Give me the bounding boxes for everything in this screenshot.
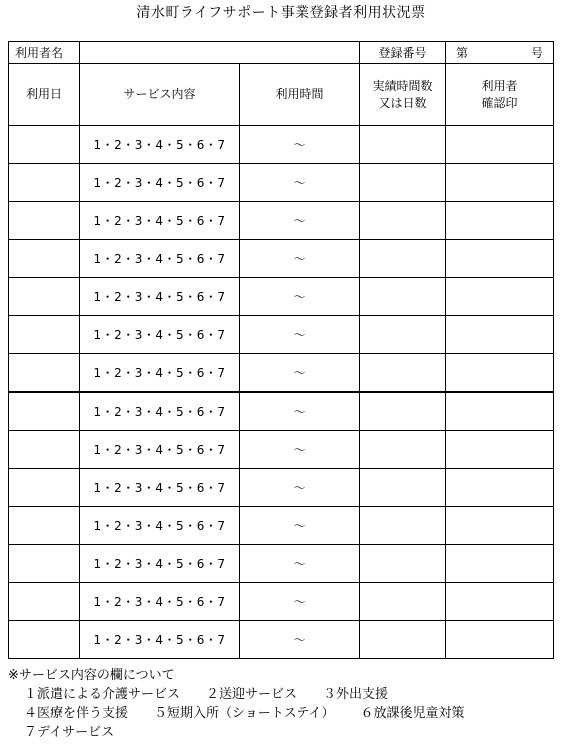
table-row <box>9 583 554 621</box>
actual-cell[interactable] <box>360 469 446 507</box>
user-name-label: 利用者名 <box>9 42 80 64</box>
service-cell[interactable]: 1・2・3・4・5・6・7 <box>80 583 240 621</box>
date-cell[interactable] <box>9 126 80 164</box>
actual-cell[interactable] <box>360 583 446 621</box>
actual-cell[interactable] <box>360 354 446 393</box>
actual-cell[interactable] <box>360 392 446 431</box>
time-cell[interactable]: ～ <box>240 621 360 659</box>
time-cell[interactable]: ～ <box>240 354 360 393</box>
user-name-row <box>9 42 554 64</box>
actual-cell[interactable] <box>360 164 446 202</box>
confirm-cell[interactable] <box>446 583 554 621</box>
service-cell[interactable]: 1・2・3・4・5・6・7 <box>80 431 240 469</box>
confirm-cell[interactable] <box>446 354 554 393</box>
service-cell[interactable]: 1・2・3・4・5・6・7 <box>80 164 240 202</box>
reg-number-suffix: 号 <box>530 46 543 60</box>
time-cell[interactable]: ～ <box>240 431 360 469</box>
notes-line-1 <box>8 685 558 704</box>
date-cell[interactable] <box>9 278 80 316</box>
service-cell[interactable]: 1・2・3・4・5・6・7 <box>80 621 240 659</box>
actual-cell[interactable] <box>360 126 446 164</box>
table-row <box>9 392 554 431</box>
actual-cell[interactable] <box>360 202 446 240</box>
confirm-cell[interactable] <box>446 621 554 659</box>
time-cell[interactable]: ～ <box>240 240 360 278</box>
service-cell[interactable]: 1・2・3・4・5・6・7 <box>80 316 240 354</box>
actual-cell[interactable] <box>360 240 446 278</box>
table-row <box>9 621 554 659</box>
confirm-cell[interactable] <box>446 202 554 240</box>
service-cell[interactable]: 1・2・3・4・5・6・7 <box>80 354 240 393</box>
table-row <box>9 164 554 202</box>
usage-table <box>8 41 554 659</box>
actual-cell[interactable] <box>360 545 446 583</box>
col-header-time: 利用時間 <box>240 64 360 126</box>
col-header-actual <box>360 64 446 126</box>
note-item: ６放課後児童対策 <box>360 706 465 721</box>
time-cell[interactable]: ～ <box>240 164 360 202</box>
col-header-actual-line1: 実績時間数 <box>372 78 433 93</box>
time-cell[interactable]: ～ <box>240 392 360 431</box>
note-item: ７デイサービス <box>24 725 115 740</box>
notes-line-3 <box>8 723 558 742</box>
confirm-cell[interactable] <box>446 392 554 431</box>
note-item: ４医療を伴う支援 <box>24 706 129 721</box>
confirm-cell[interactable] <box>446 431 554 469</box>
time-cell[interactable]: ～ <box>240 316 360 354</box>
table-row <box>9 240 554 278</box>
actual-cell[interactable] <box>360 431 446 469</box>
reg-number-field[interactable] <box>446 42 554 64</box>
table-row <box>9 202 554 240</box>
time-cell[interactable]: ～ <box>240 469 360 507</box>
user-name-field[interactable] <box>80 42 360 64</box>
date-cell[interactable] <box>9 316 80 354</box>
service-cell[interactable]: 1・2・3・4・5・6・7 <box>80 126 240 164</box>
time-cell[interactable]: ～ <box>240 126 360 164</box>
table-row <box>9 354 554 393</box>
col-header-date: 利用日 <box>9 64 80 126</box>
table-row <box>9 431 554 469</box>
service-cell[interactable]: 1・2・3・4・5・6・7 <box>80 545 240 583</box>
confirm-cell[interactable] <box>446 240 554 278</box>
form-title: 清水町ライフサポート事業登録者利用状況票 <box>136 5 426 21</box>
service-cell[interactable]: 1・2・3・4・5・6・7 <box>80 202 240 240</box>
date-cell[interactable] <box>9 240 80 278</box>
table-row <box>9 126 554 164</box>
date-cell[interactable] <box>9 507 80 545</box>
time-cell[interactable]: ～ <box>240 545 360 583</box>
actual-cell[interactable] <box>360 621 446 659</box>
col-header-confirm-line1: 利用者 <box>481 78 518 93</box>
table-row <box>9 316 554 354</box>
time-cell[interactable]: ～ <box>240 583 360 621</box>
table-row <box>9 278 554 316</box>
confirm-cell[interactable] <box>446 316 554 354</box>
notes-line-2 <box>8 704 558 723</box>
date-cell[interactable] <box>9 583 80 621</box>
confirm-cell[interactable] <box>446 278 554 316</box>
col-header-service: サービス内容 <box>80 64 240 126</box>
confirm-cell[interactable] <box>446 545 554 583</box>
date-cell[interactable] <box>9 469 80 507</box>
date-cell[interactable] <box>9 621 80 659</box>
date-cell[interactable] <box>9 545 80 583</box>
note-item: ３外出支援 <box>323 687 389 702</box>
service-cell[interactable]: 1・2・3・4・5・6・7 <box>80 392 240 431</box>
service-cell[interactable]: 1・2・3・4・5・6・7 <box>80 278 240 316</box>
time-cell[interactable]: ～ <box>240 202 360 240</box>
date-cell[interactable] <box>9 202 80 240</box>
date-cell[interactable] <box>9 392 80 431</box>
time-cell[interactable]: ～ <box>240 278 360 316</box>
notes-heading: ※サービス内容の欄について <box>8 668 175 683</box>
service-cell[interactable]: 1・2・3・4・5・6・7 <box>80 240 240 278</box>
table-row <box>9 545 554 583</box>
time-cell[interactable]: ～ <box>240 507 360 545</box>
actual-cell[interactable] <box>360 316 446 354</box>
table-row <box>9 507 554 545</box>
note-item: ２送迎サービス <box>206 687 298 702</box>
reg-number-label: 登録番号 <box>360 42 446 64</box>
confirm-cell[interactable] <box>446 469 554 507</box>
service-cell[interactable]: 1・2・3・4・5・6・7 <box>80 469 240 507</box>
note-item: ５短期入所（ショートステイ） <box>154 706 335 721</box>
date-cell[interactable] <box>9 431 80 469</box>
col-header-actual-line2: 又は日数 <box>378 95 427 110</box>
column-header-row <box>9 64 554 126</box>
col-header-confirm <box>446 64 554 126</box>
confirm-cell[interactable] <box>446 126 554 164</box>
date-cell[interactable] <box>9 164 80 202</box>
notes-section <box>8 666 558 742</box>
date-cell[interactable] <box>9 354 80 393</box>
confirm-cell[interactable] <box>446 164 554 202</box>
service-cell[interactable]: 1・2・3・4・5・6・7 <box>80 507 240 545</box>
note-item: １派遣による介護サービス <box>24 687 181 702</box>
actual-cell[interactable] <box>360 278 446 316</box>
confirm-cell[interactable] <box>446 507 554 545</box>
col-header-confirm-line2: 確認印 <box>481 95 518 110</box>
table-row <box>9 469 554 507</box>
actual-cell[interactable] <box>360 507 446 545</box>
reg-number-prefix: 第 <box>456 46 469 60</box>
